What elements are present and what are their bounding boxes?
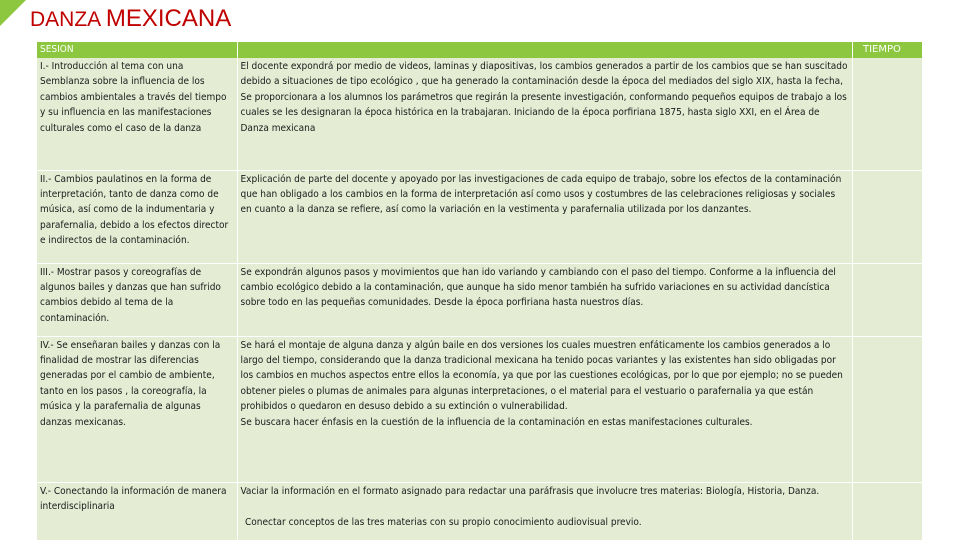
session-cell: I.- Introducción al tema con una Semblanza sobre la influencia de los cambios ambientales a través del tiempo y su influencia en las manifestaciones culturales como el caso de la danza: [37, 58, 237, 170]
corner-accent: [0, 0, 26, 26]
session-cell: II.- Cambios paulatinos en la forma de interpretación, tanto de danza como de música, así como de la indumentaria y parafernalia, debido a los efectos director e indirectos de la contaminación.: [37, 170, 237, 263]
time-cell: [852, 336, 922, 482]
time-cell: [852, 170, 922, 263]
time-cell: [852, 58, 922, 170]
description-text: Se hará el montaje de alguna danza y algún baile en dos versiones los cuales muestren enfáticamente los cambios generados a lo largo del tiempo, considerando que la danza tradicional mexicana ha tenido pocas variantes y las existentes han sido obligadas por los cambios en muchos aspectos entre ellos la economía, ya que por las cuestiones ecológicas, por lo que por ejemplo; no se pueden obtener pieles o plumas de animales para algunas interpretaciones, o el material para el vestuario o parafernalia ya que están prohibidos o quedaron en desuso debido a su extinción o vulnerabilidad.: [240, 339, 843, 413]
footer-line: Conectar conceptos de las tres materias con su propio conocimiento audiovisual previo.: [245, 517, 642, 528]
header-time: TIEMPO: [863, 44, 901, 55]
header-blank: [237, 42, 852, 58]
page-title: [30, 5, 231, 33]
table-row: [37, 58, 922, 170]
session-cell: IV.- Se enseñaran bailes y danzas con la finalidad de mostrar las diferencias generadas por el cambio de ambiente, tanto en los pasos , la coreografía, la música y la parafernalia de algunas danzas mexicanas.: [37, 336, 237, 482]
time-cell: [852, 263, 922, 336]
table-row: [37, 482, 922, 540]
description-cell: El docente expondrá por medio de videos, laminas y diapositivas, los cambios generados a partir de los cambios que se han suscitado debido a situaciones de tipo ecológico , que ha generado la contaminación desde la época del mediados del siglo XIX, hasta la fecha, Se proporcionara a los alumnos los parámetros que regirán la presente investigación, conformando pequeños equipos de trabajo a los cuales se les designaran la época histórica en la trabajaran. Iniciando de la época porfiriana 1875, hasta siglo XXI, en el Área de Danza mexicana: [237, 58, 852, 170]
description-text-2: Se buscara hacer énfasis en la cuestión de la influencia de la contaminación en estas manifestaciones culturales.: [240, 416, 753, 428]
title-word-1: DANZA: [30, 8, 101, 31]
description-cell: Explicación de parte del docente y apoyado por las investigaciones de cada equipo de trabajo, sobre los efectos de la contaminación que han obligado a los cambios en la forma de interpretación así como usos y costumbres de las celebraciones religiosas y sociales en cuanto a la danza se refiere, así como la variación en la vestimenta y parafernalia utilizada por los danzantes.: [237, 170, 852, 263]
header-session: SESION: [37, 42, 237, 58]
time-cell: [852, 482, 922, 540]
table-row: [37, 263, 922, 336]
table-row: [37, 170, 922, 263]
description-cell: Vaciar la información en el formato asignado para redactar una paráfrasis que involucre tres materias: Biología, Historia, Danza.: [237, 482, 852, 540]
description-cell: Se expondrán algunos pasos y movimientos que han ido variando y cambiando con el paso del tiempo. Conforme a la influencia del cambio ecológico debido a la contaminación, que aunque ha sido menor también ha sufrido variaciones en su actividad dancística sobre todo en las pequeñas comunidades. Desde la época porfiriana hasta nuestros días.: [237, 263, 852, 336]
table-row: [37, 336, 922, 482]
table-header-row: [37, 42, 922, 58]
description-cell: [237, 336, 852, 482]
lesson-plan-table: [37, 42, 923, 541]
session-cell: V.- Conectando la información de manera interdisciplinaria: [37, 482, 237, 540]
title-word-2: MEXICANA: [105, 5, 232, 32]
session-cell: III.- Mostrar pasos y coreografías de algunos bailes y danzas que han sufrido cambios debido al tema de la contaminación.: [37, 263, 237, 336]
